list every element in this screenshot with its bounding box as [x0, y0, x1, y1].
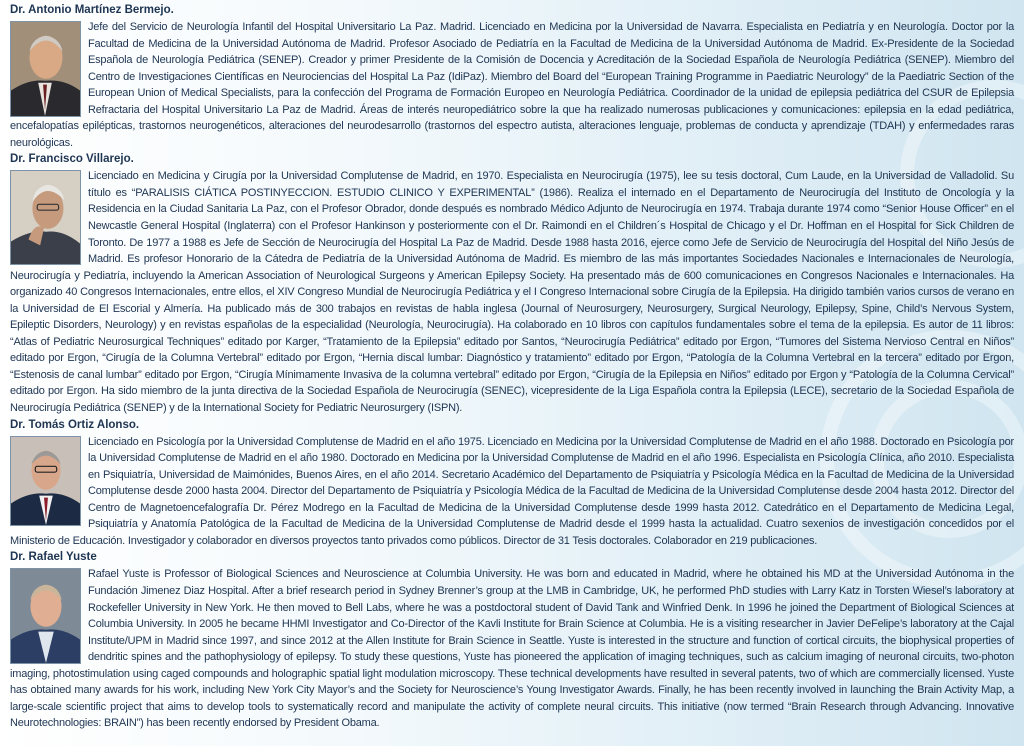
- bio-text: Jefe del Servicio de Neurología Infantil del Hospital Universitario La Paz. Madrid. Licenciado en Medicina por la Universidad de Navarra. Especialista en Pediatría y en Neurología. Doctor por la Facultad de Medicina de la Universidad Autónoma de Madrid. Profesor Asociado de Pediatría en la Facultad de Medicina de la Universidad Autónoma de Madrid. Ex-Presidente de la Sociedad Española de Neurología Pediátrica (SENEP). Creador y primer Presidente de la Comisión de Docencia y Acreditación de la Sociedad Española de Neurología Pediátrica (SENEP). Miembro del Centro de Investigaciones Científicas en Neurociencias del Hospital La Paz (IdiPaz). Miembro del Board del “European Training Programme in Paediatric Neurology” de la Paediatric Section of the European Union of Medical Specialists, para la confección del Programa de Formación Europeo en Neurología Pediátrica. Coordinador de la unidad de epilepsia pediátrica del CSUR de Epilepsia Refractaria del Hospital Universitario La Paz de Madrid. Áreas de interés neuropediátrico sobre la que ha realizado numerosas publicaciones y comunicaciones: epilepsia en la edad pediátrica, encefalopatías epilépticas, trastornos neurogenéticos, alteraciones del neurodesarrollo (trastornos del espectro autista, alteraciones lenguaje, problemas de conducta y aprendizaje (TDAH) y enfermedades raras neurológicas.: [10, 21, 1014, 149]
- bio-name: Dr. Francisco Villarejo.: [10, 153, 134, 166]
- bio-page: [10, 2, 1014, 732]
- bio-name: Dr. Rafael Yuste: [10, 551, 97, 564]
- bio-rafael-yuste: [10, 549, 1014, 731]
- bio-text: Rafael Yuste is Professor of Biological Sciences and Neuroscience at Columbia University. He was born and educated in Madrid, where he obtained his MD at the Universidad Autónoma in the Fundación Jimenez Diaz Hospital. After a brief research period in Sydney Brenner’s group at the LMB in Cambridge, UK, he performed PhD studies with Larry Katz in Torsten Wiesel’s laboratory at Rockefeller University in New York. He then moved to Bell Labs, where he was a postdoctoral student of David Tank and Winfried Denk. In 1996 he joined the Department of Biological Sciences at Columbia University. In 2005 he became HHMI Investigator and Co-Director of the Kavli Institute for Brain Science at Columbia. He is a visiting researcher in Javier DeFelipe’s laboratory at the Cajal Institute/UPM in Madrid since 1997, and since 2012 at the Allen Institute for Brain Science in Seattle. Yuste is interested in the structure and function of cortical circuits, the biophysical properties of dendritic spines and the pathophysiology of epilepsy. To study these questions, Yuste has pioneered the application of imaging techniques, such as calcium imaging of neuronal circuits, two-photon imaging, photostimulation using caged compounds and holographic spatial light modulation microscopy. These technical developments have resulted in several patents, two of which are commercially licensed. Yuste has obtained many awards for his work, including New York City Mayor’s and the Society for Neuroscience’s Young Investigator Awards. Finally, he has been recently involved in launching the Brain Activity Map, a large-scale scientific project that aims to develop tools to systematically record and manipulate the activity of complete neural circuits. This initiative (now termed “Brain Research through Advancing. Innovative Neurotechnologies: BRAIN”) has been recently endorsed by President Obama.: [10, 568, 1014, 730]
- portrait-photo: [10, 568, 81, 664]
- bio-name: Dr. Antonio Martínez Bermejo.: [10, 4, 174, 16]
- bio-text: Licenciado en Psicología por la Universidad Complutense de Madrid en el año 1975. Licenciado en Medicina por la Universidad Complutense de Madrid en el año 1988. Doctorado en Psicología por la Universidad Complutense de Madrid en el año 1980. Doctorado en Medicina por la Universidad Complutense de Madrid en el año 1996. Especialista en Psicología Clínica, año 2010. Especialista en Psiquiatría, Universidad de Maimónides, Buenos Aires, en el año 2014. Secretario Académico del Departamento de Psiquiatría y Psicología Médica en la Facultad de Medicina de la Universidad Complutense desde 2000 hasta 2004. Director del Departamento de Psiquiatría y Psicología Médica de la Facultad de Medicina de la Universidad Complutense desde 2004 hasta 2012. Director del Centro de Magnetoencefalografía Dr. Pérez Modrego en la Facultad de Medicina de la Universidad Complutense desde 1999 hasta 2012. Catedrático en el Departamento de Medicina Legal, Psiquiatría y Anatomía Patológica de la Facultad de Medicina de la Universidad Complutense de Madrid desde el 1999 hasta la actualidad. Cuatro sexenios de investigación concedidos por el Ministerio de Educación. Investigador y colaborador en diversos proyectos tanto privados como públicos. Director de 31 Tesis doctorales. Colaborador en 219 publicaciones.: [10, 435, 1014, 547]
- bio-antonio-martinez-bermejo: [10, 2, 1014, 151]
- portrait-photo: [10, 21, 81, 117]
- portrait-photo: [10, 170, 81, 265]
- bio-text: Licenciado en Medicina y Cirugía por la Universidad Complutense de Madrid, en 1970. Especialista en Neurocirugía (1975), lee su tesis doctoral, Cum Laude, en la Universidad de Valladolid. Su título es “PARALISIS CIÁTICA POSTINYECCION. ESTUDIO CLINICO Y EXPERIMENTAL” (1986). Realiza el internado en el Departamento de Neurocirugía del Instituto de Oncología y la Residencia en la Ciudad Sanitaria La Paz, con el Profesor Obrador, donde después es nombrado Médico Adjunto de Neurocirugía en 1974. Trabaja durante 1974 como “Senior House Officer” en el Newcastle General Hospital (Inglaterra) con el Profesor Hankinson y posteriormente con el Dr. Raimondi en el Children´s Hospital de Chicago y el Dr. Hoffman en el Hospital for Sick Children de Toronto. De 1977 a 1988 es Jefe de Sección de Neurocirugía del Hospital La Paz de Madrid. Desde 1988 hasta 2016, ejerce como Jefe de Servicio de Neurocirugía del Hospital del Niño Jesús de Madrid. Es profesor Honorario de la Cátedra de Pediatría de la Universidad Autónoma de Madrid. Es miembro de las más importantes Sociedades Nacionales e Internacionales de Neurología, Neurocirugía y Pediatría, incluyendo la American Association of Neurological Surgeons y American Epilepsy Society. Ha presentado más de 600 comunicaciones en Congresos Nacionales e Internacionales. Ha organizado 40 Congresos Internacionales, entre ellos, el XIV Congreso Mundial de Neurocirugía Pediátrica y el I Congreso Internacional sobre Cirugía de la Epilepsia. Ha dirigido también varios cursos de verano en la Universidad de El Escorial y Almería. Ha publicado más de 300 trabajos en revistas de habla inglesa (Journal of Neurosurgery, Neurosurgery, Surgical Neurology, Epilepsy, Spine, Child’s Nervous System, Epileptic Disorders, Neurology) y en revistas españolas de la especialidad (Neurología, Neurocirugía). Ha colaborado en 10 libros con capítulos fundamentales sobre el tema de la epilepsia. Es autor de 11 libros: “Atlas of Pediatric Neurosurgical Techniques” editado por Karger, “Tratamiento de la Epilepsia” editado por Santos, “Neurocirugía Pediátrica” editado por Ergon, “Tumores del Sistema Nervioso Central en Niños” editado por Ergon, “Cirugía de la Columna Vertebral” editado por Ergon, “Hernia discal lumbar: Diagnóstico y tratamiento” editado por Ergon, “Patología de la Columna Vertebral en la tercera” editado por Ergon, “Estenosis de canal lumbar” editado por Ergon, “Cirugía Mínimamente Invasiva de la columna vertebral” editado por Ergon, “Cirugía de la Epilepsia en Niños” editado por Ergon y “Patología de la Columna Cervical” editado por Ergon. Ha sido miembro de la junta directiva de la Sociedad Española de Neurocirugía (SENEC), vicepresidente de la Liga Española contra la Epilepsia (LECE), secretario de la Sociedad Española de Neurocirugía Pediátrica (SENEP) y de la International Society for Pediatric Neurosurgery (ISPN).: [10, 170, 1014, 415]
- bio-tomas-ortiz-alonso: [10, 417, 1014, 550]
- bio-francisco-villarejo: [10, 151, 1014, 416]
- portrait-photo: [10, 436, 81, 526]
- bio-name: Dr. Tomás Ortiz Alonso.: [10, 418, 140, 431]
